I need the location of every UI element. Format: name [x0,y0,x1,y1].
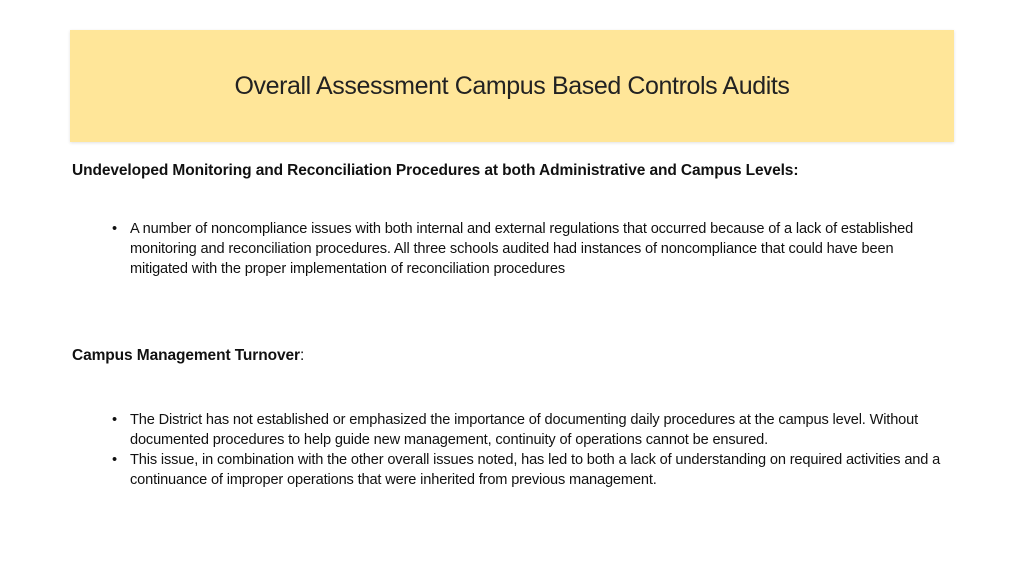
bullet-item [112,410,952,450]
bullet-text: The District has not established or emphasized the importance of documenting daily procedures at the campus level. Without documented procedures to help guide new management, continuity of operations cannot be ensured. [130,412,919,448]
bullet-dot-icon: • [112,221,117,237]
bullet-dot-icon: • [112,412,117,428]
bullet-list-monitoring [112,219,952,279]
section-heading-text: Campus Management Turnover [72,347,300,364]
title-band [70,30,954,142]
bullet-text: This issue, in combination with the other overall issues noted, has led to both a lack of understanding on required activities and a continuance of improper operations that were inherited from previous management. [130,452,941,488]
section-heading-text: Undeveloped Monitoring and Reconciliation Procedures at both Administrative and Campus Levels: [72,162,799,179]
section-heading-monitoring [72,162,798,180]
section-heading-suffix: : [299,347,305,364]
bullet-item [112,219,952,279]
section-heading-turnover [72,347,304,365]
bullet-list-turnover [112,410,952,490]
slide-title: Overall Assessment Campus Based Controls Audits [234,71,790,100]
bullet-text: A number of noncompliance issues with both internal and external regulations that occurred because of a lack of established monitoring and reconciliation procedures. All three schools audited had instances of noncompliance that could have been mitigated with the proper implementation of reconciliation procedures [130,221,914,277]
bullet-item [112,450,952,490]
bullet-dot-icon: • [112,452,117,468]
